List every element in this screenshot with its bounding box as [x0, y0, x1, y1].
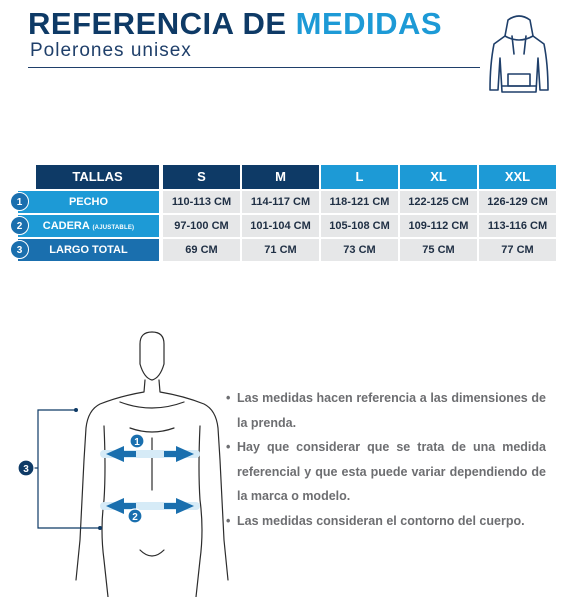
table-cell: 73 CM	[321, 239, 398, 261]
svg-text:2: 2	[132, 512, 138, 523]
note-item: • Hay que considerar que se trata de una medida referencial y que esta puede variar dependiendo de la marca o modelo.	[226, 435, 546, 509]
body-figure	[0, 330, 230, 597]
notes-list	[226, 386, 546, 533]
table-cell: 105-108 CM	[321, 215, 398, 237]
svg-text:1: 1	[134, 437, 140, 448]
header-rule	[28, 67, 480, 68]
table-cell: 110-113 CM	[163, 191, 240, 213]
row-number-badge: 2	[10, 216, 29, 235]
row-label: PECHO	[18, 191, 159, 213]
note-item: • Las medidas consideran el contorno del cuerpo.	[226, 509, 546, 534]
table-cell: 71 CM	[242, 239, 319, 261]
table-cell: 69 CM	[163, 239, 240, 261]
page-title	[28, 6, 442, 42]
header-size-xl: XL	[400, 165, 477, 189]
svg-text:3: 3	[23, 464, 29, 475]
hoodie-icon	[486, 14, 552, 96]
marker-2	[128, 509, 142, 523]
row-number-badge: 1	[10, 192, 29, 211]
header-size-m: M	[242, 165, 319, 189]
page-subtitle: Polerones unisex	[30, 40, 192, 61]
title-part-1: REFERENCIA DE	[28, 6, 296, 41]
table-cell: 101-104 CM	[242, 215, 319, 237]
table-cell: 122-125 CM	[400, 191, 477, 213]
note-item: • Las medidas hacen referencia a las dimensiones de la prenda.	[226, 386, 546, 435]
table-cell: 97-100 CM	[163, 215, 240, 237]
header-tallas: TALLAS	[36, 165, 159, 189]
header-size-xxl: XXL	[479, 165, 556, 189]
table-cell: 113-116 CM	[479, 215, 556, 237]
marker-1	[130, 434, 144, 448]
marker-3	[18, 460, 34, 476]
row-number-badge: 3	[10, 240, 29, 259]
table-cell: 77 CM	[479, 239, 556, 261]
table-cell: 109-112 CM	[400, 215, 477, 237]
table-cell: 126-129 CM	[479, 191, 556, 213]
table-cell: 75 CM	[400, 239, 477, 261]
header-size-l: L	[321, 165, 398, 189]
table-cell: 118-121 CM	[321, 191, 398, 213]
row-label: CADERA (AJUSTABLE)	[18, 215, 159, 237]
header-size-s: S	[163, 165, 240, 189]
row-label: LARGO TOTAL	[18, 239, 159, 261]
table-cell: 114-117 CM	[242, 191, 319, 213]
title-part-2: MEDIDAS	[295, 6, 443, 41]
